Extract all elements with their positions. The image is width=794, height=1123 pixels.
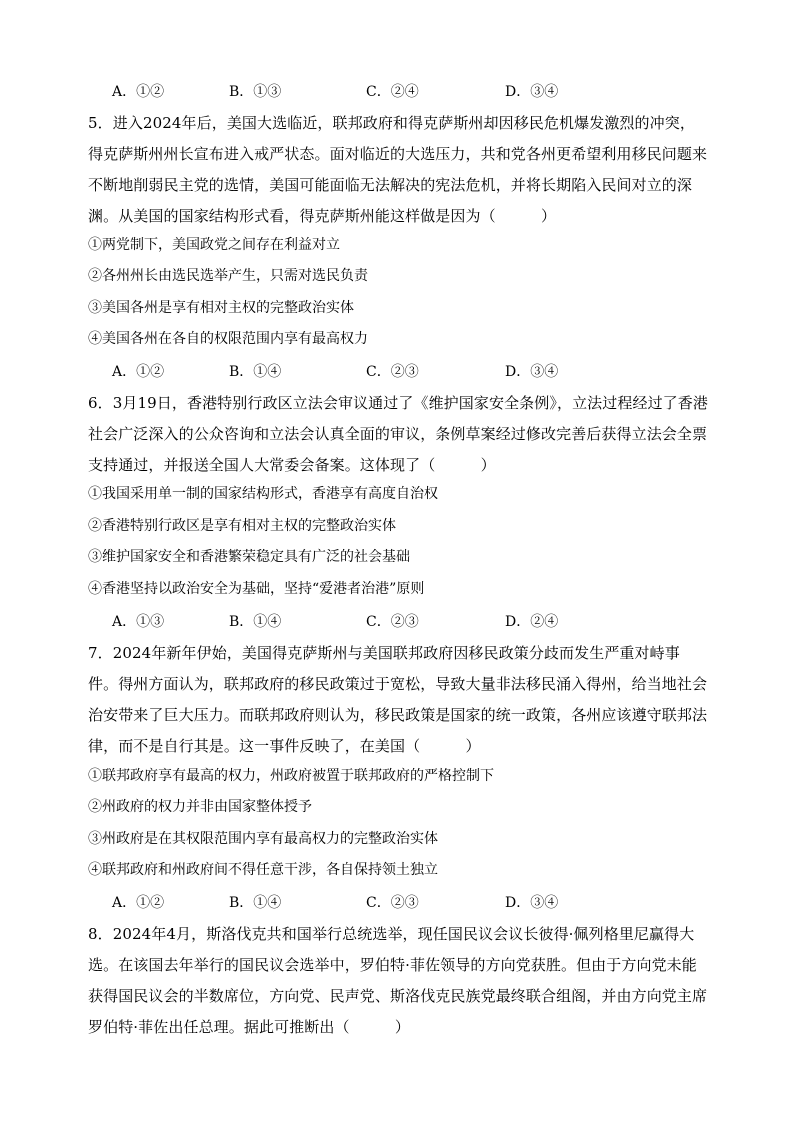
q6-options [112,610,712,634]
q6-item-4: ④香港坚持以政治安全为基础，坚持“爱港者治港”原则 [88,581,425,597]
q5-item-1: ①两党制下，美国政党之间存在利益对立 [88,237,340,253]
q5-option-d[interactable]: D．③④ [505,364,559,380]
q4-options [112,80,712,104]
q5-item-2: ②各州州长由选民选举产生，只需对选民负责 [88,268,368,284]
q5-stem-text: 5．进入2024年后，美国大选临近，联邦政府和得克萨斯州却因移民危机爆发激烈的冲突，得克萨斯州州长宣布进入戒严状态。面对临近的大选压力，共和党各州更希望利用移民问题来不断地削弱民主党的选情，美国可能面临无法解决的宪法危机，并将长期陷入民间对立的深渊。从美国的国家结构形式看，得克萨斯州能这样做是因为（ ） [88,114,708,225]
q6-stem [88,388,710,481]
q5-stem [88,108,710,232]
q7-item-1: ①联邦政府享有最高的权力，州政府被置于联邦政府的严格控制下 [88,768,494,784]
q5-item-3: ③美国各州是享有相对主权的完整政治实体 [88,300,354,316]
q5-options [112,360,712,384]
q6-item-3: ③维护国家安全和香港繁荣稳定具有广泛的社会基础 [88,549,410,565]
q7-stem-text: 7．2024年新年伊始，美国得克萨斯州与美国联邦政府因移民政策分歧而发生严重对峙事件。得州方面认为，联邦政府的移民政策过于宽松，导致大量非法移民涌入得州，给当地社会治安带来了巨大压力。而联邦政府则认为，移民政策是国家的统一政策，各州应该遵守联邦法律，而不是自行其是。这一事件反映了，在美国（ ） [88,644,708,755]
q5-option-a[interactable]: A．①② [112,364,165,380]
q7-option-b[interactable]: B．①④ [229,895,282,911]
q7-stem [88,638,710,762]
q8-stem-text: 8．2024年4月，斯洛伐克共和国举行总统选举，现任国民议会议长彼得·佩列格里尼赢得大选。在该国去年举行的国民议会选举中，罗伯特·菲佐领导的方向党获胜。但由于方向党未能获得国民议会的半数席位，方向党、民声党、斯洛伐克民族党最终联合组阁，并由方向党主席罗伯特·菲佐出任总理。据此可推断出（ ） [88,925,708,1036]
q6-item-1: ①我国采用单一制的国家结构形式，香港享有高度自治权 [88,486,438,502]
q5-option-c[interactable]: C．②③ [366,364,419,380]
q6-option-c[interactable]: C．②③ [366,614,419,630]
q7-option-c[interactable]: C．②③ [366,895,419,911]
q6-option-b[interactable]: B．①④ [229,614,282,630]
q5-item-4: ④美国各州在各自的权限范围内享有最高权力 [88,331,368,347]
q4-option-d[interactable]: D．③④ [505,84,559,100]
q7-item-4: ④联邦政府和州政府间不得任意干涉，各自保持领土独立 [88,862,438,878]
q4-option-a[interactable]: A．①② [112,84,165,100]
q8-stem [88,919,710,1043]
q4-option-b[interactable]: B．①③ [229,84,282,100]
q7-option-d[interactable]: D．③④ [505,895,559,911]
q6-option-a[interactable]: A．①③ [112,614,165,630]
q6-item-2: ②香港特别行政区是享有相对主权的完整政治实体 [88,518,396,534]
q6-option-d[interactable]: D．②④ [505,614,559,630]
q5-option-b[interactable]: B．①④ [229,364,282,380]
q7-item-2: ②州政府的权力并非由国家整体授予 [88,799,312,815]
q6-stem-text: 6．3月19日，香港特别行政区立法会审议通过了《维护国家安全条例》，立法过程经过了香港社会广泛深入的公众咨询和立法会认真全面的审议，条例草案经过修改完善后获得立法会全票支持通过，并报送全国人大常委会备案。这体现了（ ） [88,394,708,474]
q7-option-a[interactable]: A．①② [112,895,165,911]
q4-option-c[interactable]: C．②④ [366,84,419,100]
q7-options [112,891,712,915]
q7-item-3: ③州政府是在其权限范围内享有最高权力的完整政治实体 [88,831,438,847]
